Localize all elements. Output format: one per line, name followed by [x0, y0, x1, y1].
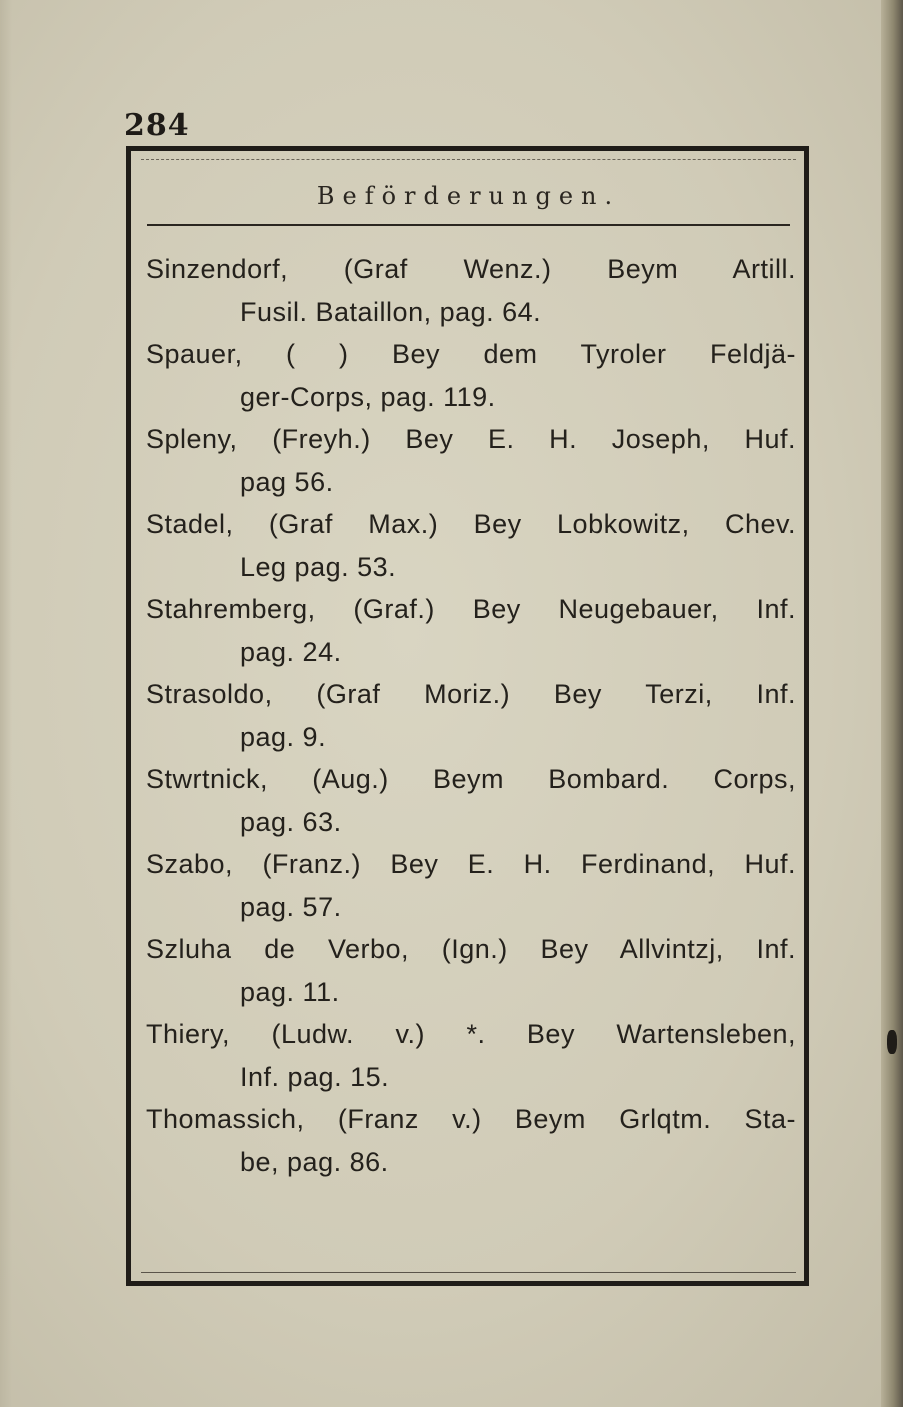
page-gutter-shadow [0, 0, 12, 1407]
entry-line: Szluha de Verbo, (Ign.) Bey Allvintzj, Inf. [146, 934, 796, 964]
entry-continuation: Inf. pag. 15. [240, 1061, 390, 1092]
entry [146, 418, 796, 503]
entry-line: Spauer, ( ) Bey dem Tyroler Feldjä- [146, 339, 796, 369]
entry-line: Sinzendorf, (Graf Wenz.) Beym Artill. [146, 254, 796, 284]
entry-continuation: be, pag. 86. [240, 1146, 389, 1177]
entry [146, 843, 796, 928]
page-edge-shadow [881, 0, 903, 1407]
entry [146, 673, 796, 758]
entry-continuation: ger-Corps, pag. 119. [240, 381, 496, 412]
entry-line: Strasoldo, (Graf Moriz.) Bey Terzi, Inf. [146, 679, 796, 709]
entry [146, 1098, 796, 1183]
entry [146, 1013, 796, 1098]
ink-mark [887, 1030, 897, 1054]
entry [146, 588, 796, 673]
entry-line: Stwrtnick, (Aug.) Beym Bombard. Corps, [146, 764, 796, 794]
entry-continuation: pag. 11. [240, 976, 340, 1007]
entry-continuation: pag. 9. [240, 721, 327, 752]
entry [146, 333, 796, 418]
entry-continuation: pag 56. [240, 466, 334, 497]
entry-line: Stadel, (Graf Max.) Bey Lobkowitz, Chev. [146, 509, 796, 539]
entry-continuation: pag. 63. [240, 806, 342, 837]
section-title: Beförderungen. [316, 182, 621, 210]
title-rule [147, 224, 790, 226]
entry-continuation: Fusil. Bataillon, pag. 64. [240, 296, 542, 327]
entry-continuation: pag. 57. [240, 891, 342, 922]
entry-line: Stahremberg, (Graf.) Bey Neugebauer, Inf. [146, 594, 796, 624]
page-number: 284 [124, 108, 190, 143]
entry [146, 928, 796, 1013]
entry-line: Thiery, (Ludw. v.) *. Bey Wartensleben, [146, 1019, 796, 1049]
entry [146, 248, 796, 333]
entry-line: Spleny, (Freyh.) Bey E. H. Joseph, Huf. [146, 424, 796, 454]
entry-line: Szabo, (Franz.) Bey E. H. Ferdinand, Huf. [146, 849, 796, 879]
entry-continuation: pag. 24. [240, 636, 342, 667]
entry [146, 503, 796, 588]
entry-line: Thomassich, (Franz v.) Beym Grlqtm. Sta- [146, 1104, 796, 1134]
entry-continuation: Leg pag. 53. [240, 551, 397, 582]
entry-list [146, 248, 796, 1183]
entry [146, 758, 796, 843]
